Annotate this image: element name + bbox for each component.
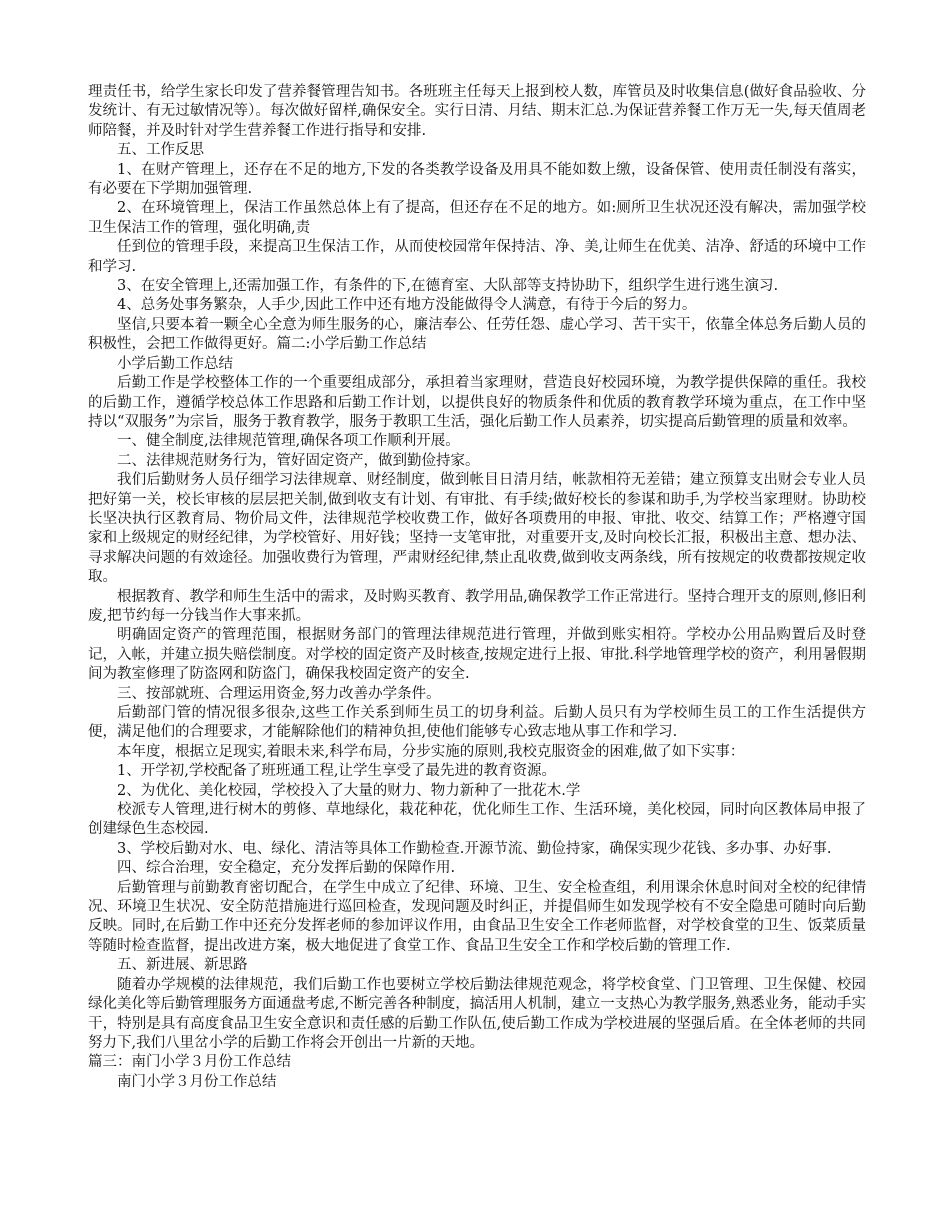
paragraph: 后勤部门管的情况很多很杂,这些工作关系到师生员工的切身利益。后勤人员只有为学校师生员工的工作生活提供方便，满足他们的合理要求，才能解除他们的精神负担,使他们能够专心致志地从事工作和学习. bbox=[88, 705, 866, 741]
paragraph: 1、在财产管理上，还存在不足的地方,下发的各类教学设备及用具不能如数上缴，设备保管、使用责任制没有落实，有必要在下学期加强管理. bbox=[88, 161, 866, 198]
paragraph: 随着办学规模的法律规范，我们后勤工作也要树立学校后勤法律规范观念，将学校食堂、门卫管理、卫生保健、校园绿化美化等后勤管理服务方面通盘考虑,不断完善各种制度，搞活用人机制，建立一支热心为教学服务,熟悉业务，能动手实干，特别是具有高度食品卫生安全意识和责任感的后勤工作队伍,使后勤工作成为学校进展的坚强后盾。在全体老师的共同努力下,我们八里岔小学的后勤工作将会开创出一片新的天地。 bbox=[88, 976, 866, 1051]
paragraph: 4、总务处事务繁杂，人手少,因此工作中还有地方没能做得令人满意，有待于今后的努力。 bbox=[117, 297, 697, 314]
paragraph: 校派专人管理,进行树木的剪修、草地绿化，栽花种花，优化师生工作、生活环境，美化校园，同时向区教体局申报了创建绿色生态校园. bbox=[88, 802, 866, 838]
paragraph: 南门小学３月份工作总结 bbox=[117, 1073, 277, 1090]
paragraph: 1、开学初,学校配备了班班通工程,让学生享受了最先进的教育资源。 bbox=[117, 763, 556, 780]
paragraph: 本年度，根据立足现实,着眼未来,科学布局，分步实施的原则,我校克服资金的困难,做了如下实事： bbox=[117, 743, 745, 760]
paragraph: 一、健全制度,法律规范管理,确保各项工作顺利开展。 bbox=[117, 433, 460, 450]
paragraph: 后勤管理与前勤教育密切配合，在学生中成立了纪律、环境、卫生、安全检查组，利用课余休息时间对全校的纪律情况、环境卫生状况、安全防范措施进行巡回检查，发现问题及时纠正，并提倡师生如发现学校有不安全隐患可随时向后勤反映。同时,在后勤工作中还充分发挥老师的参加评议作用，由食品卫生安全工作老师监督，对学校食堂的卫生、饭菜质量等随时检查监督，提出改进方案，极大地促进了食堂工作、食品卫生安全工作和学校后勤的管理工作. bbox=[88, 879, 866, 954]
paragraph: 根据教育、教学和师生生活中的需求，及时购买教育、教学用品,确保教学工作正常进行。坚持合理开支的原则,修旧利废,把节约每一分钱当作大事来抓。 bbox=[88, 588, 866, 624]
paragraph: 2、为优化、美化校园，学校投入了大量的财力、物力新种了一批花木.学 bbox=[117, 782, 581, 799]
paragraph: 明确固定资产的管理范围，根据财务部门的管理法律规范进行管理，并做到账实相符。学校办公用品购置后及时登记，入帐，并建立损失赔偿制度。对学校的固定资产及时核查,按规定进行上报、审批.科学地管理学校的资产，利用暑假期间为教室修理了防盗网和防盗门，确保我校固定资产的安全. bbox=[88, 627, 866, 683]
paragraph: 篇三：南门小学３月份工作总结 bbox=[88, 1054, 291, 1071]
paragraph: 五、工作反思 bbox=[117, 142, 204, 159]
paragraph: 任到位的管理手段，来提高卫生保洁工作，从而使校园常年保持洁、净、美,让师生在优美、洁净、舒适的环境中工作和学习. bbox=[88, 239, 866, 275]
paragraph: 3、学校后勤对水、电、绿化、清洁等具体工作勤检查.开源节流、勤俭持家，确保实现少花钱、多办事、办好事. bbox=[117, 840, 832, 857]
paragraph: 理责任书，给学生家长印发了营养餐管理告知书。各班班主任每天上报到校人数，库管员及时收集信息(做好食品验收、分发统计、有无过敏情况等）。每次做好留样,确保安全。实行日清、月结、期末汇总.为保证营养餐工作万无一失,每天值周老师陪餐，并及时针对学生营养餐工作进行指导和安排. bbox=[88, 84, 866, 139]
paragraph: 我们后勤财务人员仔细学习法律规章、财经制度，做到帐目日清月结，帐款相符无差错；建立预算支出财会专业人员把好第一关，校长审核的层层把关制,做到收支有计划、有审批、有手续;做好校长的参谋和助手,为学校当家理财。协助校长坚决执行区教育局、物价局文件，法律规范学校收费工作，做好各项费用的申报、审批、收交、结算工作；严格遵守国家和上级规定的财经纪律，为学校管好、用好钱；坚持一支笔审批，对重要开支,及时向校长汇报，积极出主意、想办法、寻求解决问题的有效途径。加强收费行为管理，严肃财经纪律,禁止乱收费,做到收支两条线，所有按规定的收费都按规定收取。 bbox=[88, 472, 866, 586]
paragraph: 后勤工作是学校整体工作的一个重要组成部分，承担着当家理财，营造良好校园环境，为教学提供保障的重任。我校的后勤工作，遵循学校总体工作思路和后勤工作计划，以提供良好的物质条件和优质的教育教学环境为重点，在工作中坚持以“双服务”为宗旨，服务于教育教学，服务于教职工生活，强化后勤工作人员素养，切实提高后勤管理的质量和效率。 bbox=[88, 375, 866, 430]
paragraph: 二、法律规范财务行为，管好固定资产，做到勤俭持家。 bbox=[117, 452, 480, 469]
paragraph: 3、在安全管理上,还需加强工作，有条件的下,在德育室、大队部等支持协助下，组织学生进行逃生演习. bbox=[117, 278, 779, 295]
paragraph: 坚信,只要本着一颗全心全意为师生服务的心，廉洁奉公、任劳任怨、虚心学习、苦干实干，依靠全体总务后勤人员的积极性，会把工作做得更好。篇二:小学后勤工作总结 bbox=[88, 316, 866, 353]
paragraph: 四、综合治理，安全稳定，充分发挥后勤的保障作用. bbox=[117, 860, 456, 877]
paragraph: 五、新进展、新思路 bbox=[117, 957, 248, 974]
paragraph: 小学后勤工作总结 bbox=[117, 355, 233, 372]
paragraph: 三、按部就班、合理运用资金,努力改善办学条件。 bbox=[117, 685, 441, 702]
paragraph: 2、在环境管理上，保洁工作虽然总体上有了提高，但还存在不足的地方。如:厕所卫生状况还没有解决，需加强学校卫生保洁工作的管理，强化明确,责 bbox=[88, 200, 866, 236]
